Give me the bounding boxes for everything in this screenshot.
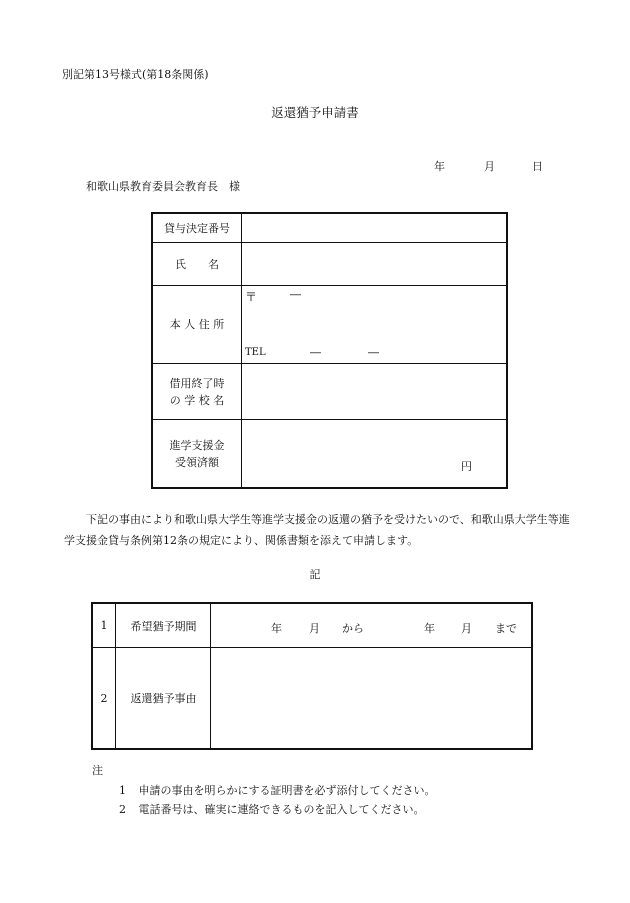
postal-mark: 〒 [245,290,258,304]
received-amount-row [153,420,506,487]
date-year-label: 年 [434,160,445,173]
decision-number-label: 貸与決定番号 [153,214,242,242]
school-row [153,364,506,420]
name-row [153,243,506,286]
school-label-line-2: の 学 校 名 [169,393,225,407]
name-label: 氏 名 [153,243,242,285]
yen-unit: 円 [461,460,472,473]
applicant-table [151,212,508,489]
postal-dash: ― [290,288,301,301]
period-until: まで [495,622,517,635]
school-label [153,364,242,419]
received-amount-field[interactable] [242,420,506,487]
notes-heading: 注 [92,764,103,777]
note-2 [119,801,425,817]
period-month-2: 月 [461,622,472,635]
tel-dash-1: ― [310,346,321,359]
decision-number-field[interactable] [242,214,506,242]
date-day-label: 日 [532,160,543,173]
decision-number-row [153,214,506,243]
row-2-number: 2 [100,691,108,705]
address-row [153,286,506,364]
period-month-1: 月 [309,622,320,635]
received-label-line-2: 受領済額 [175,455,219,469]
application-statement: 下記の事由により和歌山県大学生等進学支援金の返還の猶予を受けたいので、和歌山県大学生等進学支援金貸与条例第12条の規定により、関係書類を添えて申請します。 [64,513,570,547]
address-label: 本 人 住 所 [153,286,242,363]
note-1-text: 申請の事由を明らかにする証明書を必ず添付してください。 [138,784,436,797]
note-2-number: 2 [119,803,126,816]
deferment-reason-field[interactable] [211,648,531,748]
received-label-line-1: 進学支援金 [169,438,225,452]
row-1-number: 1 [100,619,108,632]
document-title: 返還猶予申請書 [271,105,359,120]
row-1-label: 希望猶予期間 [130,619,197,633]
desired-period-field[interactable] [211,604,531,647]
tel-label: TEL [245,347,266,358]
name-field[interactable] [242,243,506,285]
tel-dash-2: ― [368,346,379,359]
note-1-number: 1 [119,784,126,797]
period-from: から [342,622,364,635]
note-2-text: 電話番号は、確実に連絡できるものを記入してください。 [138,803,425,816]
note-1 [119,782,436,798]
school-label-line-1: 借用終了時 [169,376,225,390]
period-year-2: 年 [424,622,435,635]
addressee: 和歌山県教育委員会教育長 様 [86,180,240,193]
period-year-1: 年 [271,622,282,635]
ki-heading: 記 [309,568,321,581]
address-field[interactable] [242,286,506,363]
date-month-label: 月 [484,160,495,173]
school-field[interactable] [242,364,506,419]
received-amount-label [153,420,242,487]
detail-table [91,602,533,750]
form-number: 別記第13号様式(第18条関係) [62,68,209,81]
row-2-label: 返還猶予事由 [130,692,197,705]
